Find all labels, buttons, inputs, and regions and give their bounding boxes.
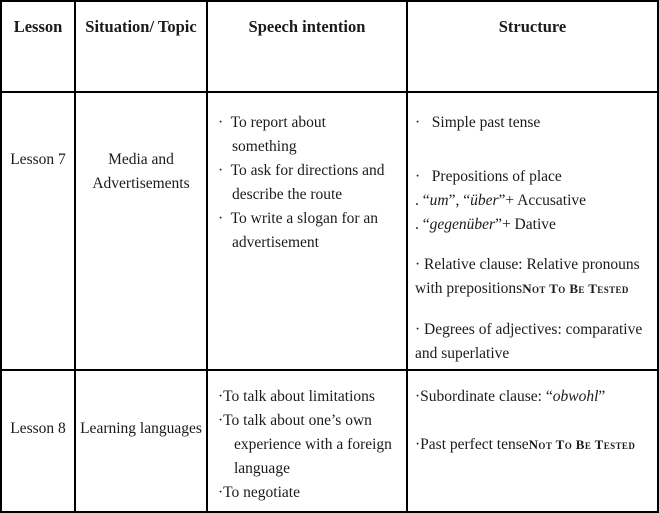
lesson-8-speech-intention [208, 371, 408, 511]
text-line: and superlative [415, 345, 510, 362]
text-line: with prepositionsNot To Be Tested [415, 280, 629, 297]
lesson-7-structure [408, 93, 657, 371]
lesson-7-speech-intention [208, 93, 408, 371]
text-line: ·To negotiate [218, 484, 300, 501]
text-line: ·To talk about limitations [218, 388, 375, 405]
lesson-8-topic: Learning languages [76, 371, 208, 511]
lesson-7-label: Lesson 7 [2, 93, 76, 371]
text-line: . “um”, “über”+ Accusative [415, 192, 587, 209]
text-line: . “gegenüber”+ Dative [415, 216, 556, 233]
text-line: ·Subordinate clause: “obwohl” [415, 388, 606, 405]
lesson-8-structure [408, 371, 657, 511]
text-line: advertisement [232, 234, 319, 251]
text-line: · Relative clause: Relative pronouns [415, 256, 640, 273]
text-line: experience with a foreign [234, 436, 392, 453]
text-line: · Degrees of adjectives: comparative [415, 321, 643, 338]
text-line: · To ask for directions and [218, 162, 385, 179]
lesson-8-label: Lesson 8 [2, 371, 76, 511]
column-header-lesson: Lesson [2, 2, 76, 93]
text-line: describe the route [232, 186, 343, 203]
column-header-structure: Structure [408, 2, 657, 93]
text-line: · To write a slogan for an [218, 210, 379, 227]
text-line: · Simple past tense [415, 114, 541, 131]
text-line: · To report about [218, 114, 326, 131]
text-line: ·Past perfect tenseNot To Be Tested [415, 436, 636, 453]
text-line: ·To talk about one’s own [218, 412, 372, 429]
text-line: something [232, 138, 297, 155]
lesson-7-topic: Media and Advertisements [76, 93, 208, 371]
column-header-speech-intention: Speech intention [208, 2, 408, 93]
column-header-situation-topic: Situation/ Topic [76, 2, 208, 93]
text-line: language [234, 460, 290, 477]
text-line: · Prepositions of place [415, 168, 562, 185]
